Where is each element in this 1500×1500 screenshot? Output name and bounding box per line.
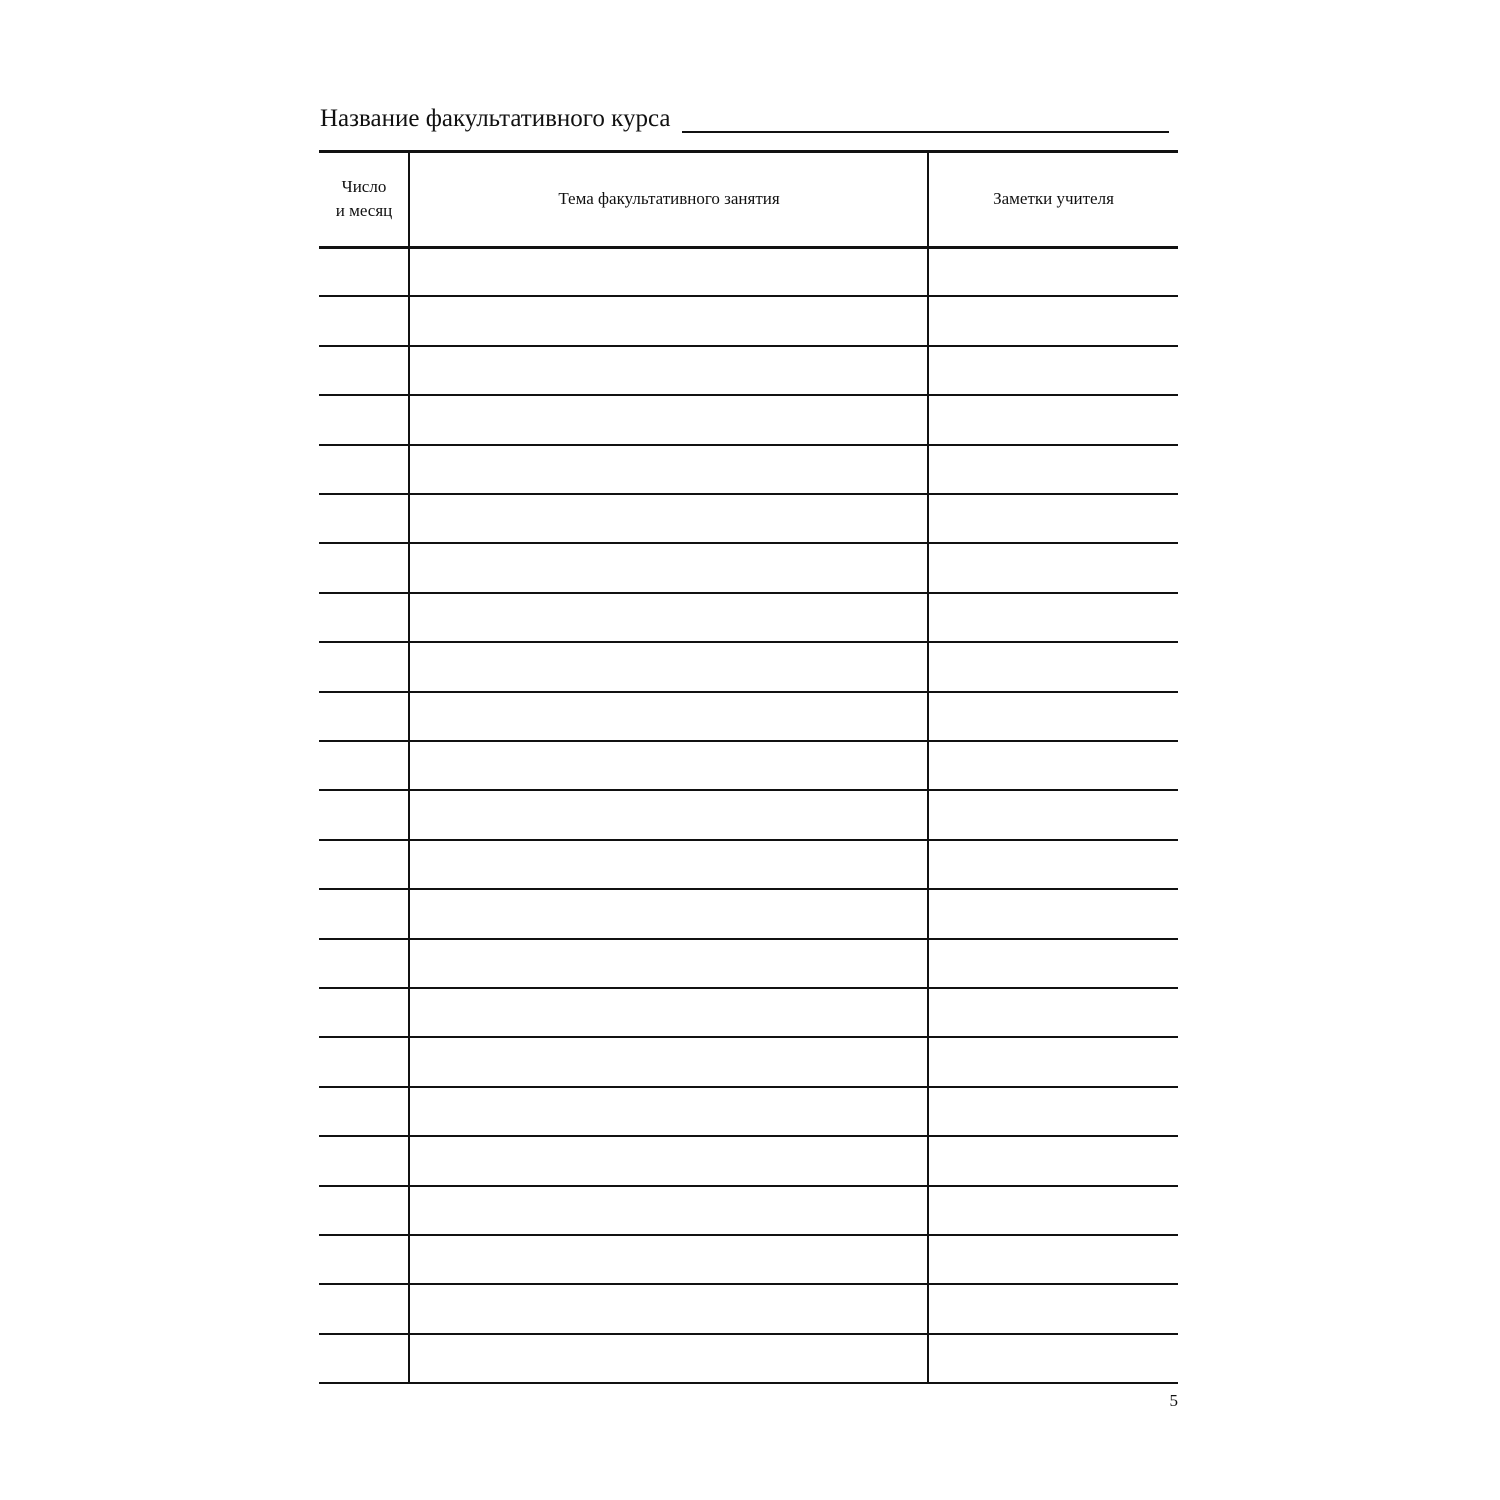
column-divider-topic (927, 150, 929, 1383)
table-row-line (319, 641, 1178, 643)
header-lesson-topic (410, 150, 928, 247)
table-row-line (319, 1283, 1178, 1285)
table-row-line (319, 1234, 1178, 1236)
table-row-line (319, 987, 1178, 989)
table-row-line (319, 1185, 1178, 1187)
header-bottom-border (319, 246, 1178, 249)
column-divider-date (408, 150, 410, 1383)
header-notes-label: Заметки учителя (993, 188, 1114, 208)
header-topic-label: Тема факультативного занятия (558, 188, 780, 208)
table-row-line (319, 542, 1178, 544)
table-row-line (319, 394, 1178, 396)
table-row-line (319, 345, 1178, 347)
table-row-line (319, 938, 1178, 940)
page-number: 5 (1169, 1391, 1178, 1410)
table-row-line (319, 295, 1178, 297)
lesson-journal-table (319, 150, 1178, 1383)
table-row-line (319, 888, 1178, 890)
table-row-line (319, 789, 1178, 791)
header-date-month (319, 150, 409, 247)
table-row-line (319, 1333, 1178, 1335)
table-row-line (319, 1086, 1178, 1088)
table-row-line (319, 444, 1178, 446)
table-row-line (319, 740, 1178, 742)
course-title-label: Название факультативного курса (320, 105, 671, 132)
table-row-line (319, 691, 1178, 693)
table-row-line (319, 1135, 1178, 1137)
table-row-line (319, 592, 1178, 594)
header-date-line2: и месяц (335, 200, 393, 220)
table-row-line (319, 839, 1178, 841)
course-name-field[interactable] (682, 131, 1169, 133)
table-row-line (319, 493, 1178, 495)
header-date-line1: Число (341, 176, 387, 196)
table-row-line (319, 1036, 1178, 1038)
header-teacher-notes (929, 150, 1178, 247)
table-row-line (319, 1382, 1178, 1384)
